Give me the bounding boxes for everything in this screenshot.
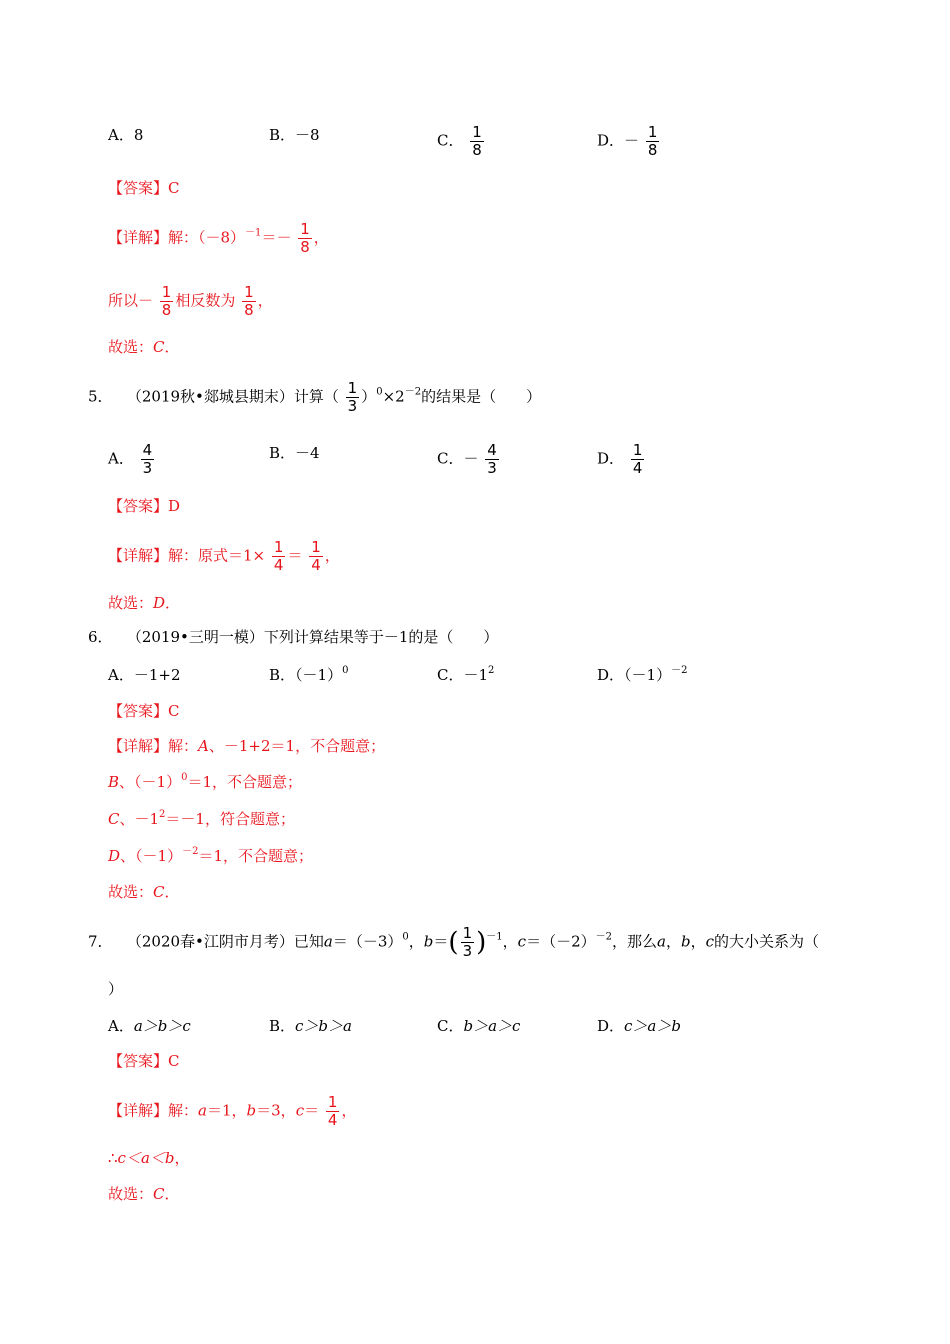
q5-option-b: B．－4: [269, 444, 320, 462]
q4-detail: 【详解】解：$(-8)^{-1}=-$ $\frac{1}{8}$ ，: [108, 220, 329, 256]
q7-option-b: B．c＞b＞a: [269, 1017, 352, 1035]
q7-stem-continuation: ）: [108, 980, 124, 998]
fraction: $\frac{1}{3}$: [347, 379, 358, 415]
fraction: $\frac{1}{4}$: [327, 1093, 338, 1129]
q5-stem: 5． （2019秋•郯城县期末）计算（ $\frac{1}{3}$ ）$^0\times 2^{-2}$的结果是（ ）: [88, 379, 542, 415]
q6-detail-d: D、$(-1)^{-2}=1$，不合题意；: [108, 846, 313, 865]
q6-option-c: C．$-1^2$: [437, 665, 495, 684]
q6-stem: 6． （2019•三明一模）下列计算结果等于－1的是（ ）: [88, 628, 499, 646]
q6-option-d: D．$(-1)^{-2}$: [597, 665, 688, 684]
q6-detail-c: C、$-1^2=-1$，符合题意；: [108, 809, 295, 828]
q7-answer: 【答案】C: [108, 1052, 180, 1070]
fraction: $\frac{1}{8}$: [472, 123, 482, 159]
q7-option-c: C．b＞a＞c: [437, 1017, 521, 1035]
q4-option-d: D．－ $\frac{1}{8}$: [597, 123, 658, 159]
fraction: $\frac{1}{4}$: [632, 441, 643, 477]
q5-detail: 【详解】解：原式＝1× $\frac{1}{4}$ ＝ $\frac{1}{4}$ ，: [108, 538, 340, 574]
q5-option-a: A． $\frac{4}{3}$: [108, 441, 153, 477]
q6-option-b: B．$(-1)^0$: [269, 665, 349, 684]
q7-choose: 故选：C．: [108, 1185, 180, 1203]
q7-stem: 7． （2020春•江阴市月考）已知$a=(-3)^0$，b＝( $\frac{1}{3}$ )$^{-1}$，$c=(-2)^{-2}$，那么a，b，c的大小关系为（: [88, 924, 820, 960]
fraction: $\frac{1}{8}$: [161, 283, 172, 319]
fraction: $\frac{1}{8}$: [300, 220, 310, 256]
q6-detail-a: 【详解】解：A、－1+2＝1，不合题意；: [108, 737, 386, 755]
fraction: $\frac{1}{4}$: [311, 538, 321, 574]
fraction: $\frac{4}{3}$: [487, 441, 497, 477]
q4-detail-line2: 所以－ $\frac{1}{8}$ 相反数为 $\frac{1}{8}$ ，: [108, 283, 273, 319]
q4-answer: 【答案】C: [108, 179, 180, 197]
fraction: $\frac{4}{3}$: [142, 441, 153, 477]
q5-option-c: C．－ $\frac{4}{3}$: [437, 441, 497, 477]
q7-option-a: A．a＞b＞c: [108, 1017, 191, 1035]
q4-option-a: A．8: [108, 126, 144, 144]
q7-therefore: ∴c＜a＜b，: [108, 1149, 190, 1167]
q7-option-d: D．c＞a＞b: [597, 1017, 681, 1035]
q6-answer: 【答案】C: [108, 702, 180, 720]
fraction: $\frac{1}{4}$: [273, 538, 284, 574]
q5-answer: 【答案】D: [108, 497, 181, 515]
q4-option-c: C． $\frac{1}{8}$: [437, 123, 482, 159]
q7-detail: 【详解】解：a＝1，b＝3，c＝ $\frac{1}{4}$ ，: [108, 1093, 357, 1129]
fraction: $\frac{1}{8}$: [647, 123, 658, 159]
q6-choose: 故选：C．: [108, 883, 180, 901]
q5-option-d: D． $\frac{1}{4}$: [597, 441, 643, 477]
q4-choose: 故选：C．: [108, 338, 180, 356]
q4-option-b: B．－8: [269, 126, 320, 144]
q5-choose: 故选：D．: [108, 594, 181, 612]
fraction: $\frac{1}{8}$: [244, 283, 254, 319]
q6-option-a: A．－1+2: [108, 666, 181, 684]
fraction: $\frac{1}{3}$: [462, 924, 473, 960]
q6-detail-b: B、$(-1)^0=1$，不合题意；: [108, 772, 302, 791]
